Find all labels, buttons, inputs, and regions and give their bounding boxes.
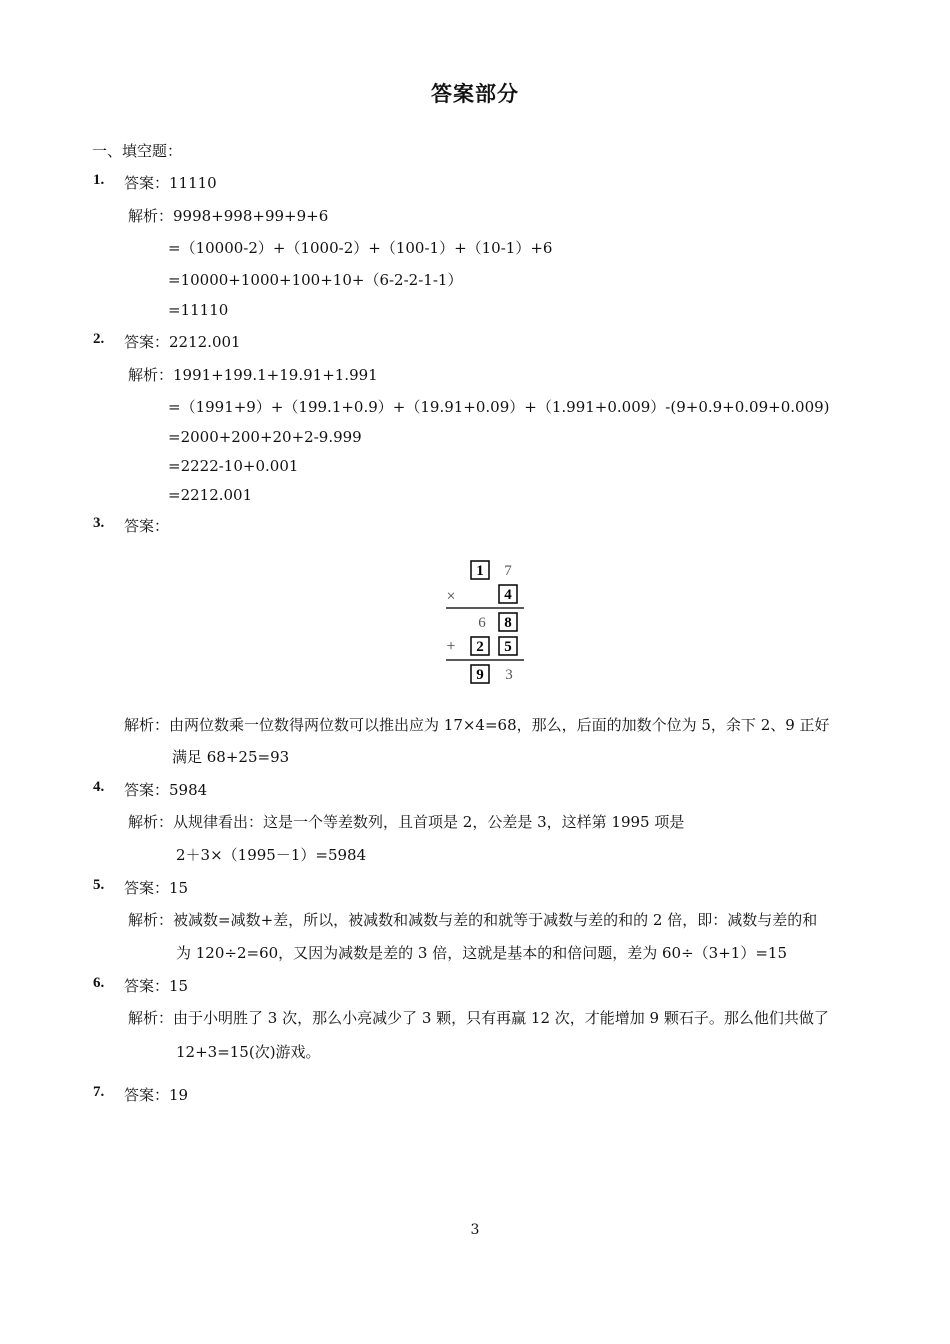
question-number-1: 1. (93, 172, 105, 188)
answer-4: 答案：5984 (124, 781, 208, 799)
digit-row5-plain: 3 (505, 667, 513, 683)
answer-6: 答案：15 (124, 977, 189, 995)
question-number-2: 2. (93, 331, 105, 347)
multiply-sign: × (446, 588, 456, 605)
analysis-2-line-4: =2222-10+0.001 (168, 457, 299, 475)
analysis-2-line-3: =2000+200+20+2-9.999 (168, 428, 362, 446)
analysis-2-line-2: =（1991+9）+（199.1+0.9）+（19.91+0.09）+（1.991+0.009）-(9+0.9+0.09+0.009) (168, 398, 830, 416)
digit-row1-box: 1 (476, 563, 484, 579)
analysis-2-line-1: 解析：1991+199.1+19.91+1.991 (128, 366, 378, 384)
digit-row4-box-2: 5 (504, 639, 512, 655)
analysis-2-line-5: =2212.001 (168, 486, 253, 504)
analysis-5-line-2: 为 120÷2=60，又因为减数是差的 3 倍，这就是基本的和倍问题，差为 60÷（3+1）=15 (176, 944, 787, 962)
answer-1: 答案：11110 (124, 174, 217, 192)
analysis-1-line-3: =10000+1000+100+10+（6-2-2-1-1） (168, 271, 463, 289)
analysis-5-line-1: 解析：被减数=减数+差，所以，被减数和减数与差的和就等于减数与差的和的 2 倍，即：减数与差的和 (128, 911, 818, 929)
question-number-3: 3. (93, 515, 105, 531)
digit-row1-plain: 7 (504, 563, 512, 579)
analysis-1-line-2: =（10000-2）+（1000-2）+（100-1）+（10-1）+6 (168, 239, 553, 257)
answer-7: 答案：19 (124, 1086, 189, 1104)
analysis-1-line-4: =11110 (168, 301, 229, 319)
digit-row3-plain: 6 (478, 615, 486, 631)
analysis-6-line-2: 12+3=15(次)游戏。 (176, 1043, 321, 1061)
digit-row3-box: 8 (504, 615, 512, 631)
answer-3: 答案： (124, 517, 170, 535)
analysis-1-line-1: 解析：9998+998+99+9+6 (128, 207, 329, 225)
answer-5: 答案：15 (124, 879, 189, 897)
analysis-3-line-1: 解析：由两位数乘一位数得两位数可以推出应为 17×4=68，那么，后面的加数个位为 5，余下 2、9 正好 (124, 716, 830, 734)
digit-row5-box: 9 (476, 667, 484, 683)
answer-2: 答案：2212.001 (124, 333, 241, 351)
vertical-calculation-figure (440, 553, 544, 689)
page-title: 答案部分 (431, 82, 519, 106)
digit-row2-box: 4 (504, 587, 512, 603)
question-number-4: 4. (93, 779, 105, 795)
analysis-4-line-1: 解析：从规律看出：这是一个等差数列，且首项是 2，公差是 3，这样第 1995 项是 (128, 813, 685, 831)
page-number: 3 (470, 1222, 480, 1238)
question-number-5: 5. (93, 877, 105, 893)
analysis-3-line-2: 满足 68+25=93 (172, 748, 290, 766)
analysis-6-line-1: 解析：由于小明胜了 3 次，那么小亮减少了 3 颗，只有再赢 12 次，才能增加 9 颗石子。那么他们共做了 (128, 1009, 829, 1027)
question-number-6: 6. (93, 975, 105, 991)
section-heading: 一、填空题： (92, 142, 183, 160)
question-number-7: 7. (93, 1084, 105, 1100)
plus-sign: + (446, 638, 456, 655)
digit-row4-box-1: 2 (476, 639, 484, 655)
analysis-4-line-2: 2＋3×（1995－1）=5984 (176, 846, 367, 864)
